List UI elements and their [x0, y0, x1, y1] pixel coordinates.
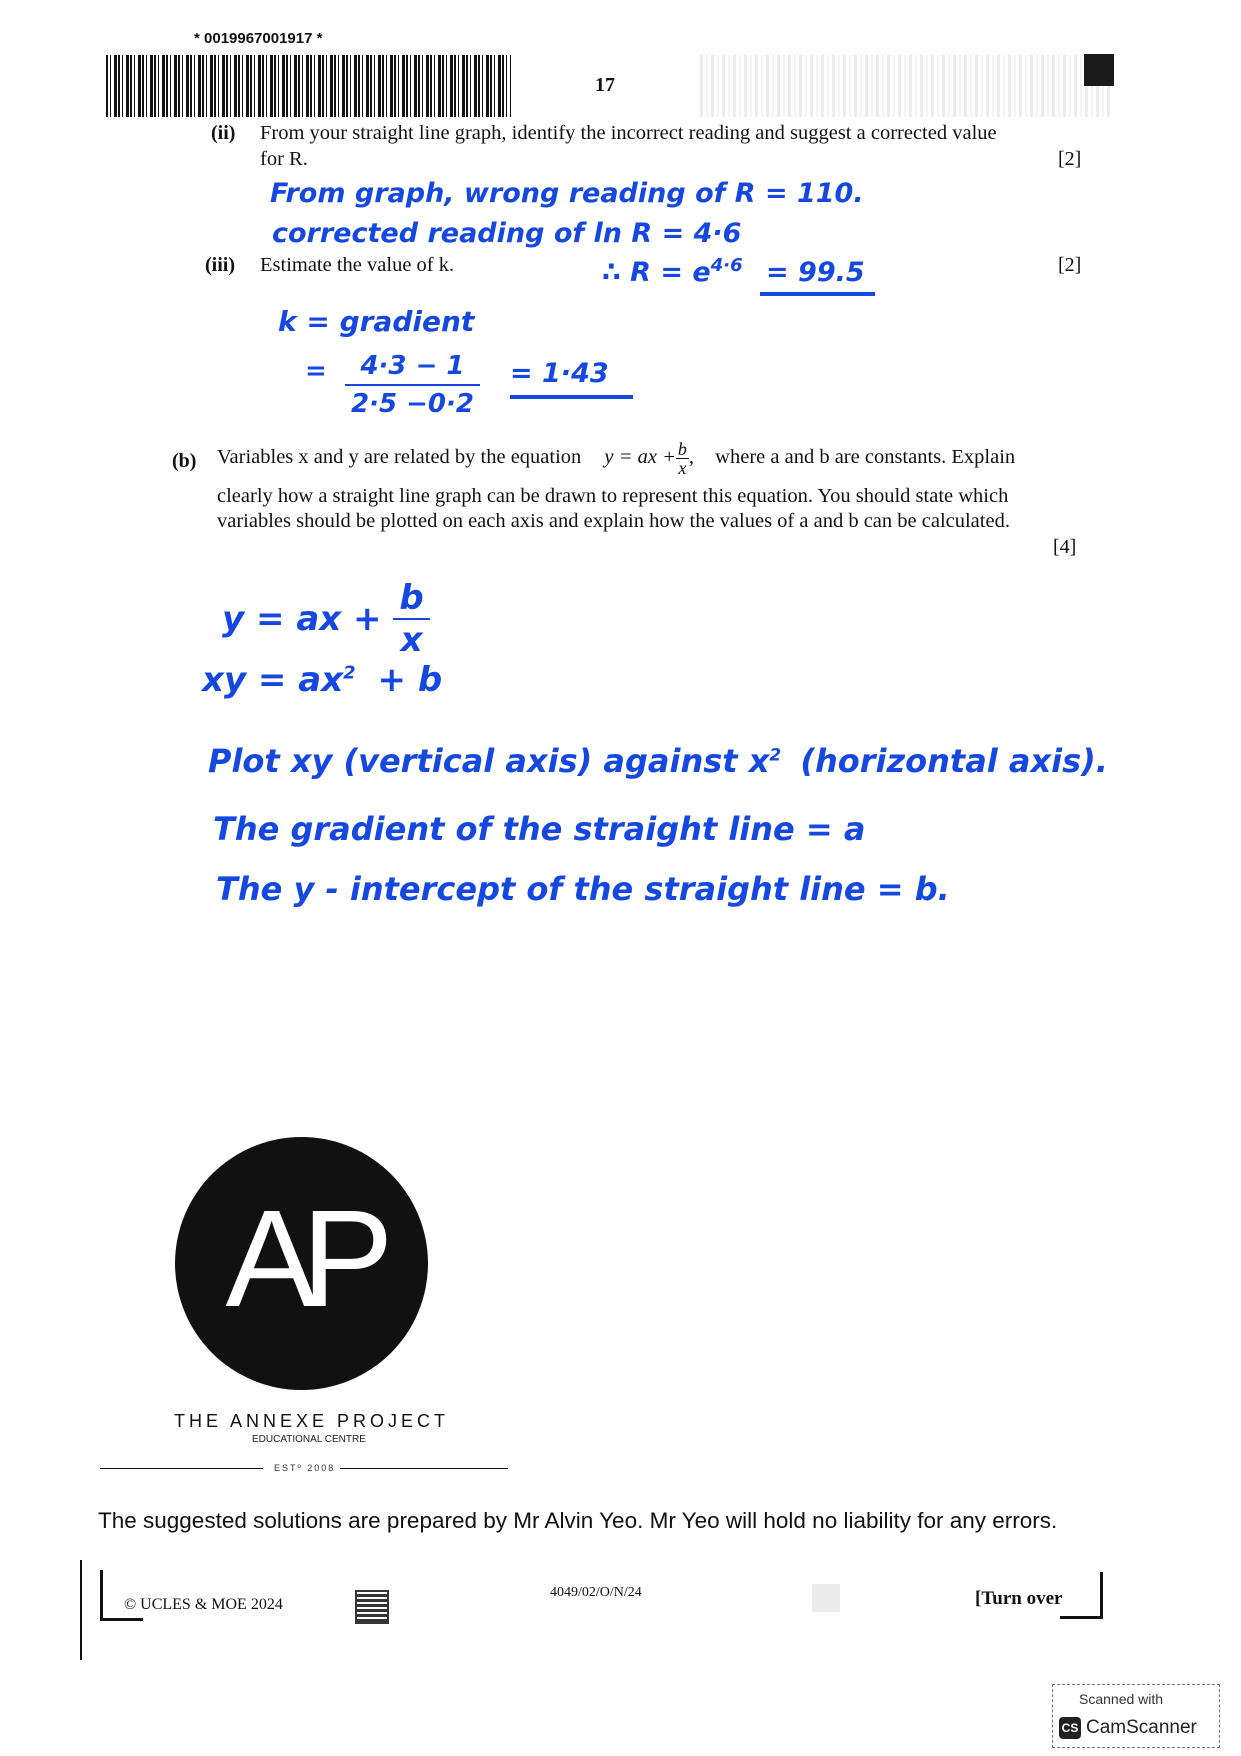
part-b-equation-prefix: y = ax +	[604, 446, 676, 469]
part-b-equation	[604, 439, 699, 478]
part-iii-question: Estimate the value of k.	[260, 254, 455, 276]
ap-logo-letters: AP	[225, 1182, 378, 1336]
part-b-answer-gradient: The gradient of the straight line = a	[213, 810, 866, 848]
part-iii-label: (iii)	[205, 254, 235, 276]
part-b-answer-plot-superscript: 2	[769, 745, 782, 766]
footer-bracket-right	[1060, 1572, 1103, 1619]
part-iii-answer-eq: =	[305, 356, 327, 386]
part-ii-answer-prefix: ∴ R = e	[602, 257, 711, 288]
part-iii-fraction-denominator: 2·5 −0·2	[351, 389, 474, 419]
footer-copyright: © UCLES & MOE 2024	[124, 1596, 283, 1613]
part-b-answer-intercept: The y - intercept of the straight line = b.	[216, 870, 950, 908]
part-b-answer-eq2	[202, 660, 442, 700]
part-b-line1-end: where a and b are constants. Explain	[715, 446, 1016, 469]
qr-code	[357, 1592, 387, 1622]
ap-logo	[175, 1137, 428, 1390]
part-b-equation-numerator: b	[677, 439, 687, 459]
part-b-line1	[217, 440, 1015, 477]
part-ii-question-line2: for R.	[260, 148, 308, 170]
part-b-answer-eq1-numerator: b	[393, 578, 429, 620]
logo-established: ESTº 2008	[274, 1463, 336, 1473]
part-iii-fraction-numerator: 4·3 − 1	[345, 348, 480, 386]
part-b-answer-plot	[208, 742, 1108, 780]
part-b-label: (b)	[172, 450, 197, 472]
part-ii-answer-exponent: 4·6	[710, 255, 743, 276]
part-b-answer-plot-start: Plot xy (vertical axis) against x	[208, 742, 770, 780]
part-ii-answer-line2: corrected reading of ln R = 4·6	[272, 218, 742, 249]
serial-number: * 0019967001917 *	[194, 30, 323, 47]
part-b-line2: clearly how a straight line graph can be drawn to represent this equation. You should state which	[217, 485, 1009, 507]
barcode	[106, 55, 511, 117]
part-b-answer-eq2-right: + b	[377, 660, 443, 700]
faded-qr-code	[812, 1584, 840, 1612]
part-b-answer-eq1-prefix: y = ax +	[222, 599, 382, 639]
camscanner-badge	[1052, 1684, 1220, 1748]
faded-barcode	[700, 55, 1110, 117]
footer-paper-code: 4049/02/O/N/24	[550, 1585, 642, 1600]
part-b-answer-eq2-left: xy = ax	[202, 660, 344, 700]
left-margin-line	[80, 1560, 82, 1660]
part-b-equation-denominator: x	[678, 458, 687, 478]
part-b-answer-eq2-superscript: 2	[343, 662, 356, 684]
camscanner-brand: CamScanner	[1086, 1717, 1197, 1738]
part-ii-question-line1: From your straight line graph, identify the incorrect reading and suggest a corrected value	[260, 122, 997, 144]
part-iii-answer-value: = 1·43	[510, 358, 633, 399]
part-ii-marks: [2]	[1058, 148, 1082, 170]
camscanner-scanned-with: Scanned with	[1079, 1691, 1164, 1707]
part-ii-answer-value: = 99.5	[760, 257, 875, 296]
logo-subtitle: EDUCATIONAL CENTRE	[252, 1434, 366, 1445]
part-ii-answer-line1: From graph, wrong reading of R = 110.	[270, 178, 864, 209]
camscanner-logo-icon: CS	[1059, 1717, 1081, 1739]
part-ii-answer-line3	[602, 255, 875, 288]
part-iii-fraction	[345, 348, 480, 422]
part-b-answer-plot-end: (horizontal axis).	[800, 742, 1108, 780]
part-iii-marks: [2]	[1058, 254, 1082, 276]
part-b-marks: [4]	[1053, 536, 1077, 558]
part-b-equation-suffix: ,	[688, 446, 695, 469]
disclaimer: The suggested solutions are prepared by Mr Alvin Yeo. Mr Yeo will hold no liability for any errors.	[98, 1508, 1058, 1533]
logo-divider-left	[100, 1468, 263, 1469]
part-ii-label: (ii)	[211, 122, 236, 144]
part-b-line1-start: Variables x and y are related by the equation	[217, 446, 582, 469]
corner-mark	[1084, 54, 1114, 86]
part-b-line3: variables should be plotted on each axis and explain how the values of a and b can be calculated.	[217, 510, 1010, 532]
logo-name: THE ANNEXE PROJECT	[174, 1411, 450, 1431]
logo-divider-right	[340, 1468, 508, 1469]
page-number: 17	[595, 74, 615, 96]
part-iii-answer-line1: k = gradient	[278, 305, 475, 338]
part-b-answer-eq1	[222, 578, 430, 660]
footer-turn-over: [Turn over	[975, 1588, 1063, 1609]
part-b-answer-eq1-denominator: x	[400, 620, 423, 660]
